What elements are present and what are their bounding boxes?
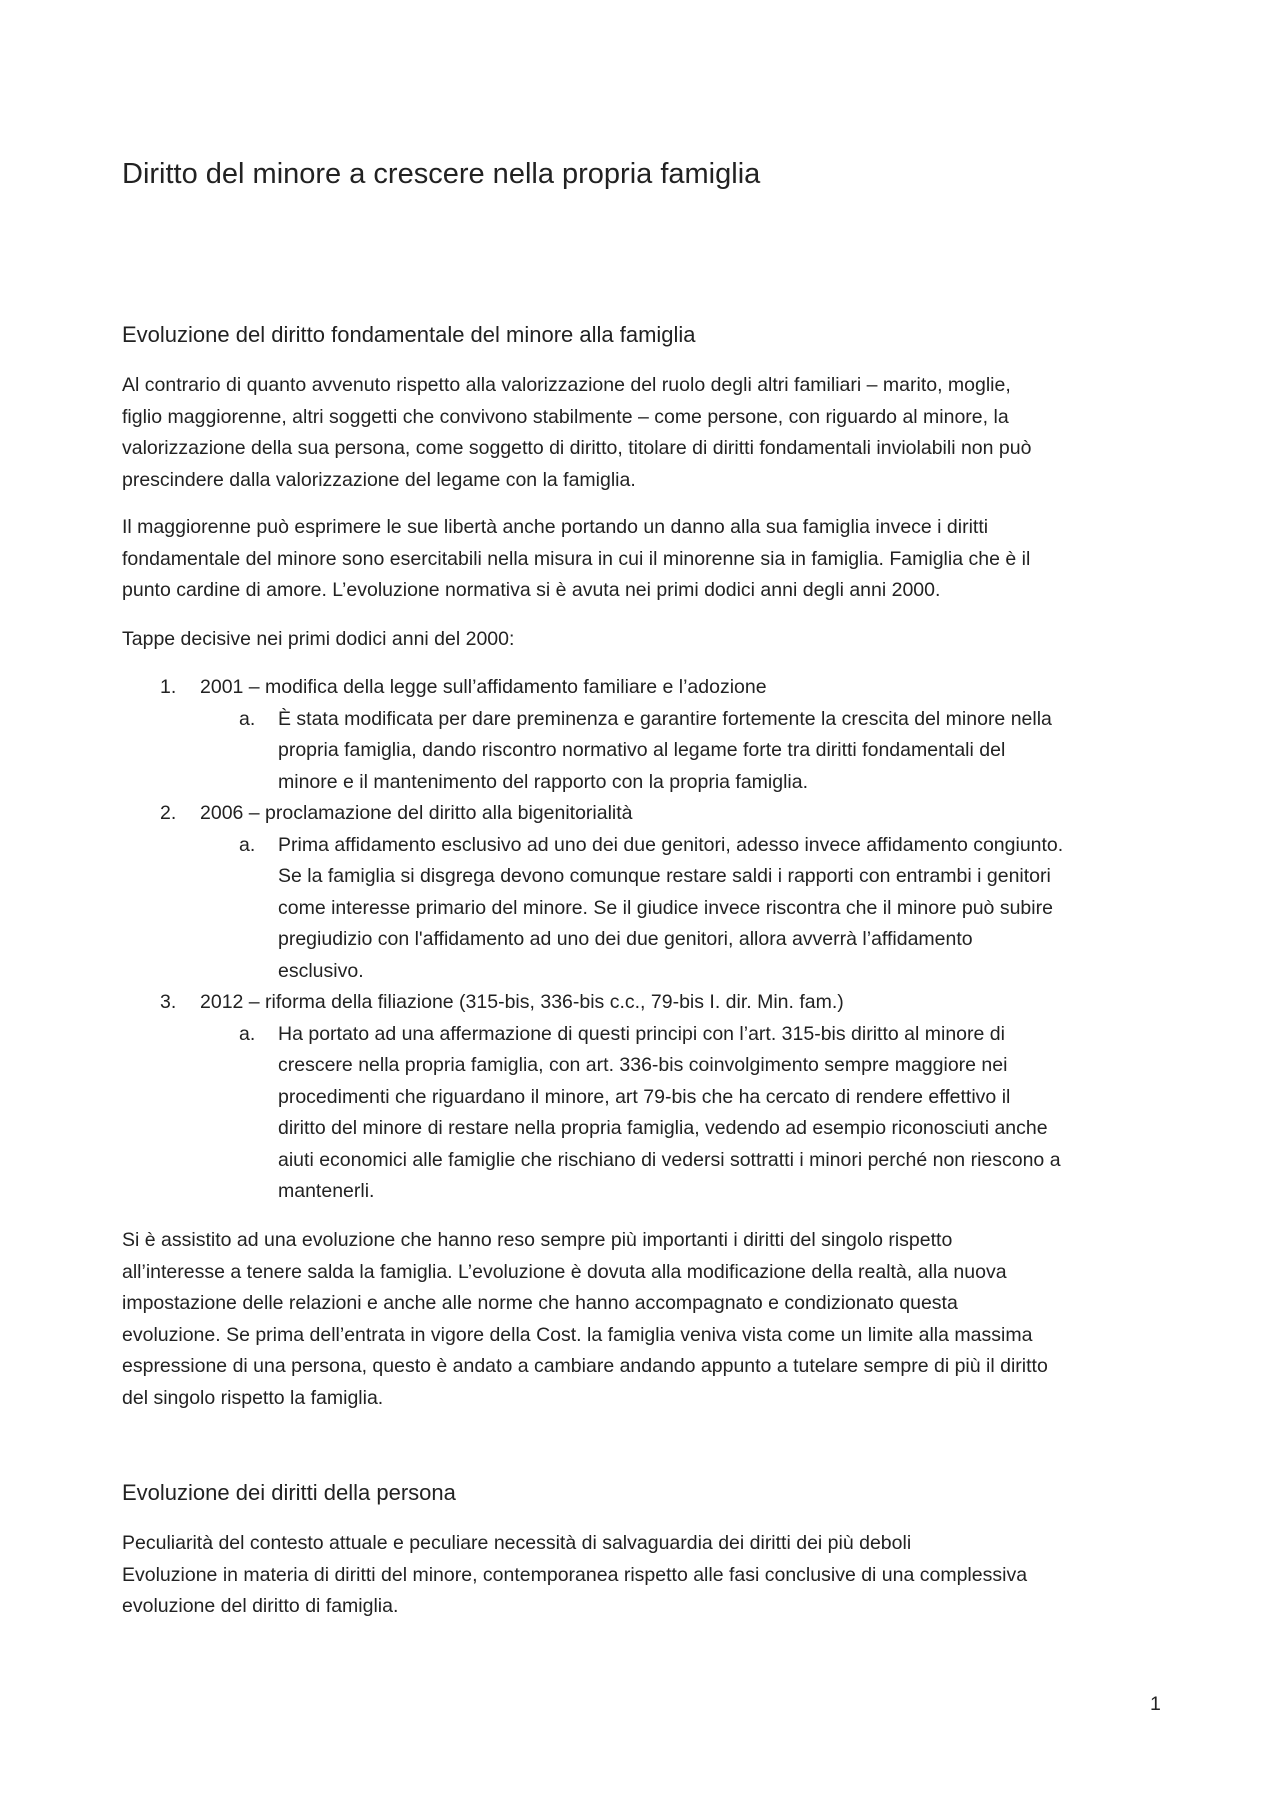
text-line: Evoluzione in materia di diritti del minore, contemporanea rispetto alle fasi conclusive di una complessiva [122,1563,1028,1586]
section-heading-evoluzione-diritto-fondamentale: Evoluzione del diritto fondamentale del minore alla famiglia [122,322,696,347]
list-item [122,798,1168,987]
text-line: evoluzione del diritto di famiglia. [122,1595,399,1617]
text-line: figlio maggiorenne, altri soggetti che convivono stabilmente – come persone, con riguardo al minore, la [122,405,1009,428]
paragraph-maggiorenne [122,512,1168,607]
list-item [122,987,1168,1208]
section-heading-evoluzione-diritti-persona: Evoluzione dei diritti della persona [122,1480,456,1505]
paragraph-tappe-decisive [122,624,1168,656]
text-line: fondamentale del minore sono esercitabili nella misura in cui il minorenne sia in famiglia. Famiglia che è il [122,547,1031,570]
list-item [122,672,1168,798]
paragraph-peculiarita [122,1528,1168,1623]
text-line: mantenerli. [278,1180,375,1202]
text-line: impostazione delle relazioni e anche alle norme che hanno accompagnato e condizionato questa [122,1292,958,1314]
text-line: evoluzione. Se prima dell’entrata in vigore della Cost. la famiglia veniva vista come un limite alla massima [122,1323,1033,1346]
sub-list-item [122,1019,1168,1208]
sub-list-marker: a. [239,1022,256,1045]
sub-list-marker: a. [239,833,256,856]
sub-list-item [122,830,1168,988]
sub-list-item [122,704,1168,799]
list-number: 1. [160,676,177,698]
text-line: prescindere dalla valorizzazione del legame con la famiglia. [122,468,636,491]
list-item-text: 2006 – proclamazione del diritto alla bigenitorialità [200,802,633,824]
paragraph-valorizzazione [122,370,1168,496]
text-line: Il maggiorenne può esprimere le sue libertà anche portando un danno alla sua famiglia invece i diritti [122,516,989,538]
text-line: pregiudizio con l'affidamento ad uno dei due genitori, allora avverrà l’affidamento [278,928,973,950]
text-line: esclusivo. [278,959,364,982]
page-number: 1 [1150,1693,1161,1715]
text-line: espressione di una persona, questo è andato a cambiare andando appunto a tutelare sempre di più il diritto [122,1355,1048,1377]
list-item-text: 2012 – riforma della filiazione (315-bis, 336-bis c.c., 79-bis I. dir. Min. fam.) [200,991,844,1013]
sub-list-marker: a. [239,707,256,730]
text-line: all’interesse a tenere salda la famiglia. L’evoluzione è dovuta alla modificazione della realtà, alla nuova [122,1260,1007,1283]
text-line: come interesse primario del minore. Se il giudice invece riscontra che il minore può subire [278,896,1053,919]
text-line: aiuti economici alle famiglie che rischiano di vedersi sottratti i minori perché non riescono a [278,1148,1061,1171]
text-line: Al contrario di quanto avvenuto rispetto alla valorizzazione del ruolo degli altri familiari – marito, moglie, [122,374,1011,396]
text-line: diritto del minore di restare nella propria famiglia, vedendo ad esempio riconosciuti anche [278,1117,1048,1139]
text-line: È stata modificata per dare preminenza e garantire fortemente la crescita del minore nella [278,707,1052,730]
list-number: 3. [160,991,177,1013]
numbered-list-tappe [122,672,1168,1208]
text-line: Se la famiglia si disgrega devono comunque restare saldi i rapporti con entrambi i genitori [278,865,1051,887]
document-title: Diritto del minore a crescere nella propria famiglia [122,158,761,190]
text-line: Prima affidamento esclusivo ad uno dei due genitori, adesso invece affidamento congiunto. [278,833,1064,856]
text-line: del singolo rispetto la famiglia. [122,1386,384,1409]
list-item-text: 2001 – modifica della legge sull’affidamento familiare e l’adozione [200,676,767,698]
text-line: punto cardine di amore. L’evoluzione normativa si è avuta nei primi dodici anni degli anni 2000. [122,579,941,601]
text-line: Tappe decisive nei primi dodici anni del 2000: [122,628,515,650]
text-line: minore e il mantenimento del rapporto con la propria famiglia. [278,770,809,793]
text-line: valorizzazione della sua persona, come soggetto di diritto, titolare di diritti fondamentali inviolabili non può [122,437,1032,459]
text-line: Si è assistito ad una evoluzione che hanno reso sempre più importanti i diritti del singolo rispetto [122,1229,953,1251]
text-line: crescere nella propria famiglia, con art. 336-bis coinvolgimento sempre maggiore nei [278,1054,1008,1076]
text-line: propria famiglia, dando riscontro normativo al legame forte tra diritti fondamentali del [278,739,1006,761]
list-number: 2. [160,802,177,824]
text-line: Ha portato ad una affermazione di questi principi con l’art. 315-bis diritto al minore di [278,1022,1005,1045]
text-line: procedimenti che riguardano il minore, art 79-bis che ha cercato di rendere effettivo il [278,1085,1011,1108]
paragraph-evoluzione-singolo [122,1225,1168,1414]
text-line: Peculiarità del contesto attuale e peculiare necessità di salvaguardia dei diritti dei più deboli [122,1532,912,1554]
